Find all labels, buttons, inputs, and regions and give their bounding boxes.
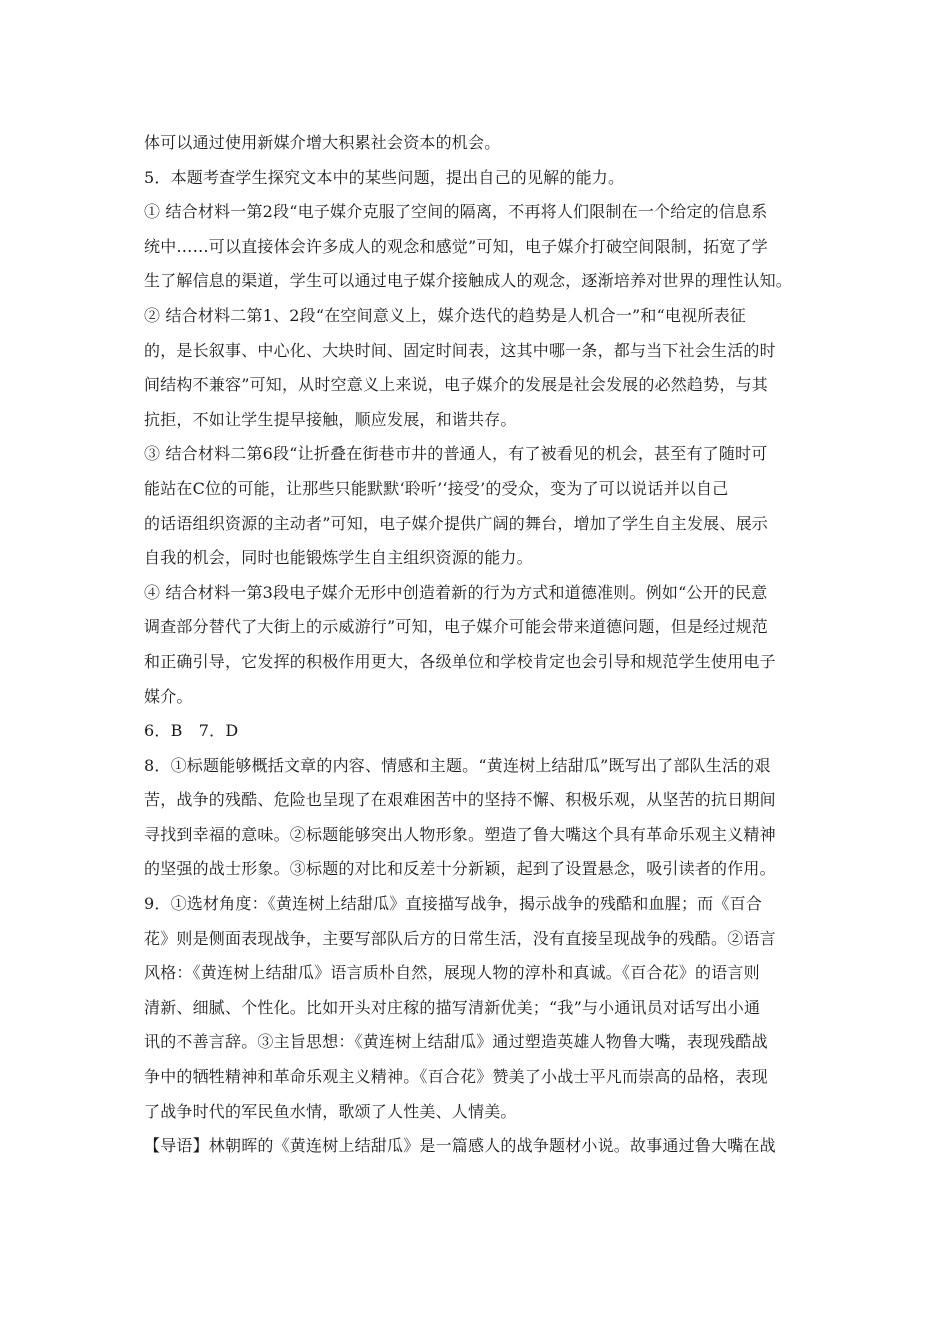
text-line: 抗拒，不如让学生提早接触，顺应发展，和谐共存。 — [144, 409, 517, 429]
text-line: 6．B 7．D — [144, 721, 239, 741]
text-line: 寻找到幸福的意味。②标题能够突出人物形象。塑造了鲁大嘴这个具有革命乐观主义精神 — [144, 824, 776, 844]
text-line: ③ 结合材料二第6段“让折叠在街巷市井的普通人，有了被看见的机会，甚至有了随时可 — [144, 444, 768, 464]
text-line: 能站在C位的可能，让那些只能默默‘聆听’‘接受’的受众，变为了可以说话并以自己 — [144, 478, 729, 498]
text-line: 讯的不善言辞。③主旨思想：《黄连树上结甜瓜》通过塑造英雄人物鲁大嘴，表现残酷战 — [144, 1032, 768, 1052]
text-line: 统中……可以直接体会许多成人的观念和感觉”可知，电子媒介打破空间限制，拓宽了学 — [144, 236, 768, 256]
text-line: 体可以通过使用新媒介增大积累社会资本的机会。 — [144, 133, 501, 152]
document-page — [144, 126, 810, 1164]
text-line: 和正确引导，它发挥的积极作用更大，各级单位和学校肯定也会引导和规范学生使用电子 — [144, 651, 776, 671]
text-line: 的，是长叙事、中心化、大块时间、固定时间表，这其中哪一条，都与当下社会生活的时 — [144, 340, 776, 360]
text-line: ④ 结合材料一第3段电子媒介无形中创造着新的行为方式和道德准则。例如“公开的民意 — [144, 582, 768, 602]
text-line: 5．本题考查学生探究文本中的某些问题，提出自己的见解的能力。 — [144, 167, 625, 187]
text-line: 的话语组织资源的主动者”可知，电子媒介提供广阔的舞台，增加了学生自主发展、展示 — [144, 513, 768, 533]
text-line: 的坚强的战士形象。③标题的对比和反差十分新颖，起到了设置悬念，吸引读者的作用。 — [144, 859, 776, 879]
text-line: 苦，战争的残酷、危险也呈现了在艰难困苦中的坚持不懈、积极乐观，从坚苦的抗日期间 — [144, 790, 776, 810]
text-line: 生了解信息的渠道，学生可以通过电子媒介接触成人的观念，逐渐培养对世界的理性认知。 — [144, 271, 793, 291]
text-line: 争中的牺牲精神和革命乐观主义精神。《百合花》赞美了小战士平凡而崇高的品格，表现 — [144, 1067, 768, 1087]
text-line: 花》则是侧面表现战争，主要写部队后方的日常生活，没有直接呈现战争的残酷。②语言 — [144, 928, 776, 948]
text-line: 清新、细腻、个性化。比如开头对庄稼的描写清新优美；“我”与小通讯员对话写出小通 — [144, 997, 761, 1017]
text-line: 9．①选材角度：《黄连树上结甜瓜》直接描写战争，揭示战争的残酷和血腥；而《百合 — [144, 894, 762, 914]
text-line: 调查部分替代了大街上的示威游行”可知，电子媒介可能会带来道德问题，但是经过规范 — [144, 617, 768, 637]
text-line: 风格：《黄连树上结甜瓜》语言质朴自然，展现人物的淳朴和真诚。《百合花》的语言则 — [144, 963, 760, 983]
text-line: 【导语】林朝晖的《黄连树上结甜瓜》是一篇感人的战争题材小说。故事通过鲁大嘴在战 — [144, 1136, 776, 1156]
text-line: ② 结合材料二第1、2段“在空间意义上，媒介迭代的趋势是人机合一”和“电视所表征 — [144, 305, 746, 325]
text-line: 8．①标题能够概括文章的内容、情感和主题。“黄连树上结甜瓜”既写出了部队生活的艰 — [144, 755, 771, 775]
text-line: 自我的机会，同时也能锻炼学生自主组织资源的能力。 — [144, 548, 533, 568]
text-line: 了战争时代的军民鱼水情，歌颂了人性美、人情美。 — [144, 1101, 517, 1121]
text-line: ① 结合材料一第2段“电子媒介克服了空间的隔离，不再将人们限制在一个给定的信息系 — [144, 202, 768, 222]
text-line: 间结构不兼容”可知，从时空意义上来说，电子媒介的发展是社会发展的必然趋势，与其 — [144, 375, 768, 395]
text-line: 媒介。 — [144, 686, 193, 706]
